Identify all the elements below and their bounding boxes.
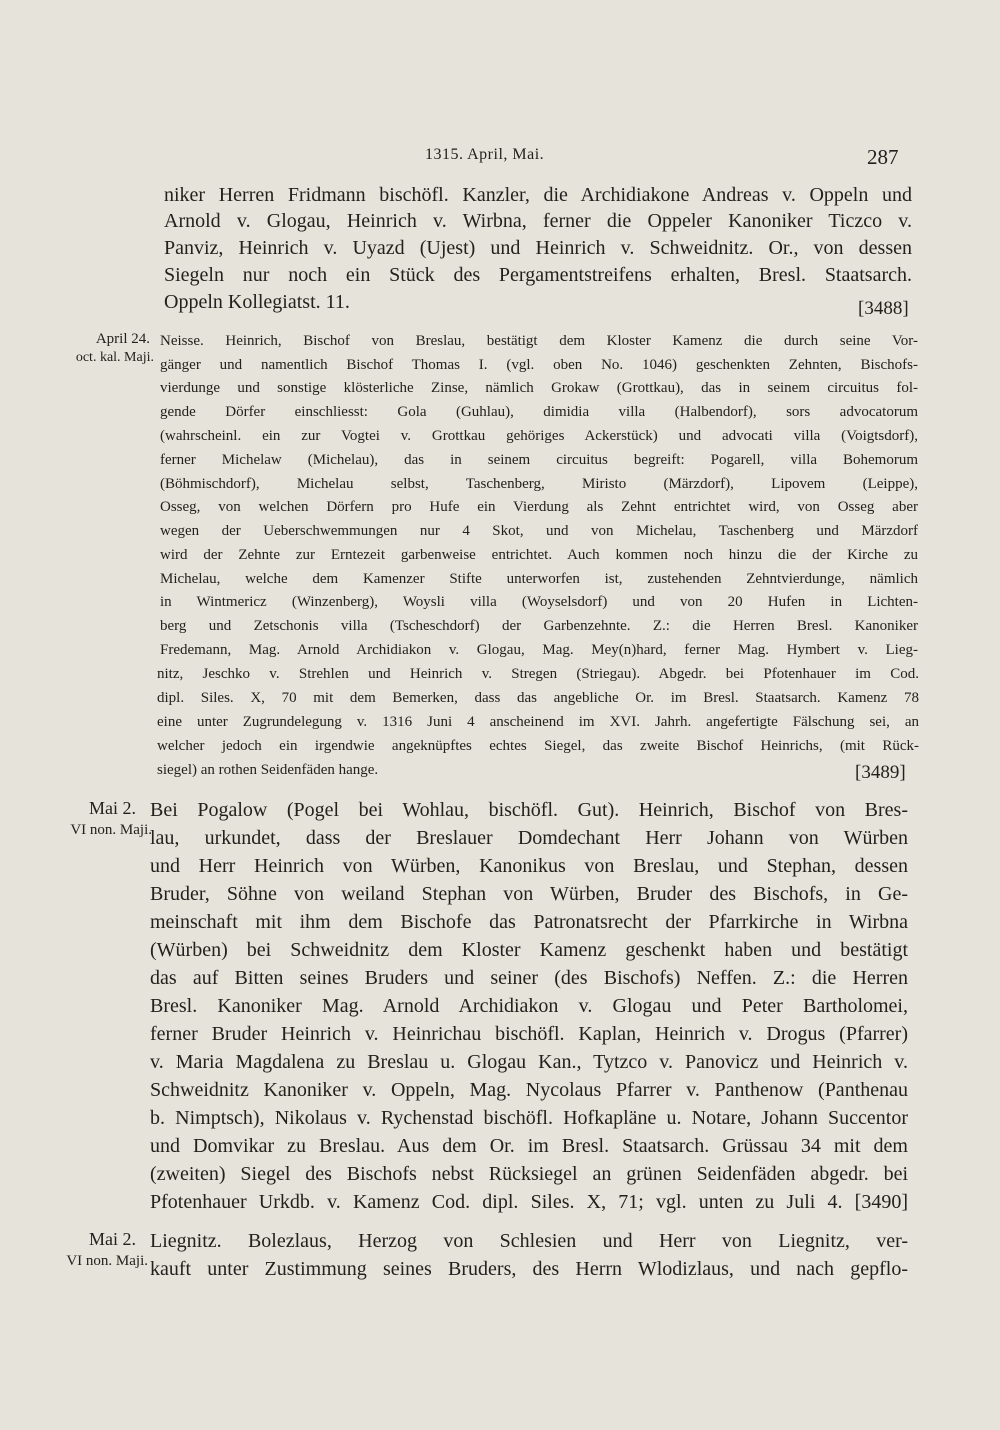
text-line: Siegeln nur noch ein Stück des Pergamentstreifens erhalten, Bresl. Staatsarch. <box>164 264 912 286</box>
text-line: ferner Bruder Heinrich v. Heinrichau bischöfl. Kaplan, Heinrich v. Drogus (Pfarrer) <box>150 1023 908 1045</box>
margin-date: April 24. <box>95 331 150 347</box>
text-line: v. Maria Magdalena zu Breslau u. Glogau Kan., Tytzco v. Panovicz und Heinrich v. <box>150 1051 908 1073</box>
page-header <box>0 146 1000 176</box>
text-line: und Domvikar zu Breslau. Aus dem Or. im Bresl. Staatsarch. Grüssau 34 mit dem <box>150 1135 908 1157</box>
text-line: (Würben) bei Schweidnitz dem Kloster Kamenz geschenkt haben und bestätigt <box>150 939 908 961</box>
text-line: Panviz, Heinrich v. Uyazd (Ujest) und Heinrich v. Schweidnitz. Or., von dessen <box>164 237 912 259</box>
text-line: das auf Bitten seines Bruders und seiner (des Bischofs) Neffen. Z.: die Herren <box>150 967 908 989</box>
text-line: Pfotenhauer Urkdb. v. Kamenz Cod. dipl. Siles. X, 71; vgl. unten zu Juli 4. [3490] <box>150 1191 908 1213</box>
text-line: (zweiten) Siegel des Bischofs nebst Rücksiegel an grünen Seidenfäden abgedr. bei <box>150 1163 908 1185</box>
text-line: nitz, Jeschko v. Strehlen und Heinrich v. Stregen (Striegau). Abgedr. bei Pfotenhauer im Cod. <box>157 666 919 682</box>
text-line: Oppeln Kollegiatst. 11. <box>164 291 350 313</box>
text-line: Neisse. Heinrich, Bischof von Breslau, bestätigt dem Kloster Kamenz die durch seine Vor- <box>160 333 918 349</box>
text-line: meinschaft mit ihm dem Bischofe das Patronatsrecht der Pfarrkirche in Wirbna <box>150 911 908 933</box>
text-line: eine unter Zugrundelegung v. 1316 Juni 4 anscheinend im XVI. Jahrh. angefertigte Fälschung sei, an <box>157 714 919 730</box>
document-reference-number: [3489] <box>855 762 906 783</box>
margin-date: Mai 2. <box>89 1229 136 1249</box>
text-line: Fredemann, Mag. Arnold Archidiakon v. Glogau, Mag. Mey(n)hard, ferner Mag. Hymbert v. Lieg- <box>160 642 918 658</box>
document-reference-number: [3488] <box>858 298 909 319</box>
running-head: 1315. April, Mai. <box>425 146 545 163</box>
margin-date: Mai 2. <box>89 798 136 818</box>
text-line: Arnold v. Glogau, Heinrich v. Wirbna, ferner die Oppeler Kanoniker Ticzco v. <box>164 210 912 232</box>
text-line: Bei Pogalow (Pogel bei Wohlau, bischöfl. Gut). Heinrich, Bischof von Bres- <box>150 799 908 821</box>
text-line: vierdunge und sonstige klösterliche Zinse, nämlich Grokaw (Grottkau), das in seinem circuitus fol- <box>160 380 918 396</box>
text-line: Liegnitz. Bolezlaus, Herzog von Schlesien und Herr von Liegnitz, ver- <box>150 1230 908 1252</box>
text-line: niker Herren Fridmann bischöfl. Kanzler, die Archidiakone Andreas v. Oppeln und <box>164 184 912 206</box>
text-line: gänger und namentlich Bischof Thomas I. (vgl. oben No. 1046) geschenkten Zehnten, Bischofs- <box>160 357 918 373</box>
text-line: Osseg, von welchen Dörfern pro Hufe ein Vierdung als Zehnt entrichtet wird, von Osseg aber <box>160 499 918 515</box>
text-line: siegel) an rothen Seidenfäden hange. <box>157 762 379 778</box>
page-number: 287 <box>867 145 899 169</box>
text-line: welcher jedoch ein irgendwie angeknüpftes echtes Siegel, das zweite Bischof Heinrichs, (mit Rück- <box>157 738 919 754</box>
text-line: wird der Zehnte zur Erntezeit garbenweise entrichtet. Auch kommen noch hinzu die der Kirche zu <box>160 547 918 563</box>
text-line: b. Nimptsch), Nikolaus v. Rychenstad bischöfl. Hofkapläne u. Notare, Johann Succentor <box>150 1107 908 1129</box>
text-line: gende Dörfer einschliesst: Gola (Guhlau), dimidia villa (Halbendorf), sors advocatorum <box>160 404 918 420</box>
text-line: in Wintmericz (Winzenberg), Woysli villa (Woyselsdorf) und von 20 Hufen in Lichten- <box>160 594 918 610</box>
text-line: ferner Michelaw (Michelau), das in seinem circuitus begreift: Pogarell, villa Bohemorum <box>160 452 918 468</box>
text-line: kauft unter Zustimmung seines Bruders, des Herrn Wlodizlaus, und nach gepflo- <box>150 1258 908 1280</box>
text-line: dipl. Siles. X, 70 mit dem Bemerken, dass das angebliche Or. im Bresl. Staatsarch. Kamenz 78 <box>157 690 919 706</box>
text-line: Schweidnitz Kanoniker v. Oppeln, Mag. Nycolaus Pfarrer v. Panthenow (Panthenau <box>150 1079 908 1101</box>
text-line: (Böhmischdorf), Michelau selbst, Taschenberg, Miristo (Märzdorf), Lipovem (Leippe), <box>160 476 918 492</box>
text-line: wegen der Ueberschwemmungen nur 4 Skot, und von Michelau, Taschenberg und Märzdorf <box>160 523 918 539</box>
text-line: und Herr Heinrich von Würben, Kanonikus von Breslau, und Stephan, dessen <box>150 855 908 877</box>
text-line: Bresl. Kanoniker Mag. Arnold Archidiakon v. Glogau und Peter Bartholomei, <box>150 995 908 1017</box>
margin-roman-date: oct. kal. Maji. <box>75 350 154 365</box>
text-line: Bruder, Söhne von weiland Stephan von Würben, Bruder des Bischofs, in Ge- <box>150 883 908 905</box>
text-line: berg und Zetschonis villa (Tscheschdorf) der Garbenzehnte. Z.: die Herren Bresl. Kanoniker <box>160 618 918 634</box>
margin-roman-date: VI non. Maji. <box>70 822 152 838</box>
text-line: (wahrscheinl. ein zur Vogtei v. Grottkau gehöriges Ackerstück) und advocati villa (Voigtsdorf), <box>160 428 918 444</box>
text-line: Michelau, welche dem Kamenzer Stifte unterworfen ist, zustehenden Zehntvierdunge, nämlich <box>160 571 918 587</box>
text-line: lau, urkundet, dass der Breslauer Domdechant Herr Johann von Würben <box>150 827 908 849</box>
margin-roman-date: VI non. Maji. <box>66 1253 148 1269</box>
